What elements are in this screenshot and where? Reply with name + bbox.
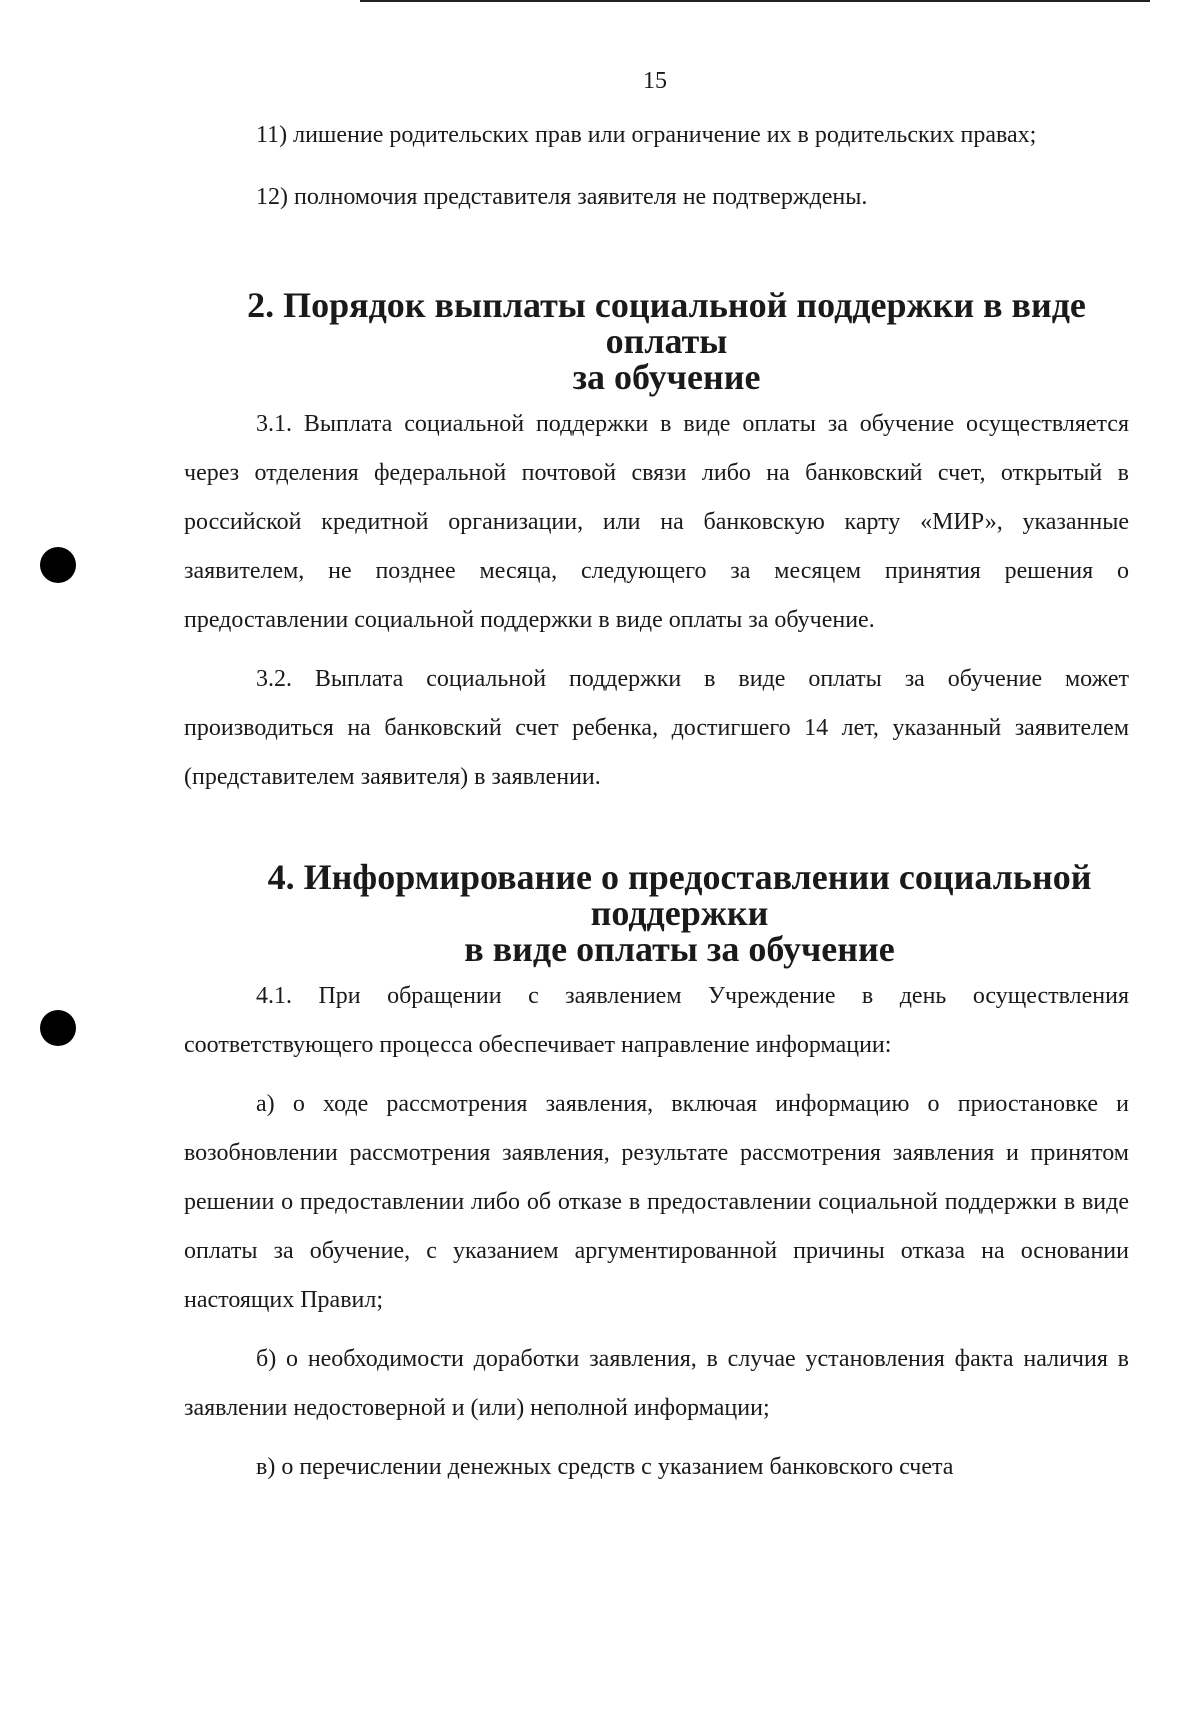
list-item-b: б) о необходимости доработки заявления, в случае установления факта наличия в заявлении недостоверной и (или) неполной информации; <box>184 1346 1129 1421</box>
document-body <box>184 111 1129 1492</box>
section-4-heading-line2: в виде оплаты за обучение <box>464 929 895 969</box>
list-item-v: в) о перечислении денежных средств с указанием банковского счета <box>256 1454 954 1480</box>
top-border-line <box>360 0 1150 2</box>
punch-hole <box>40 547 76 583</box>
punch-hole <box>40 1010 76 1046</box>
section-2-heading-line2: за обучение <box>572 357 761 397</box>
page-number: 15 <box>643 68 667 94</box>
section-4-heading-line1: 4. Информирование о предоставлении социальной поддержки <box>267 857 1092 933</box>
section-2-heading-line1: 2. Порядок выплаты социальной поддержки в виде оплаты <box>247 285 1086 361</box>
paragraph-4-1: 4.1. При обращении с заявлением Учреждение в день осуществления соответствующего процесса обеспечивает направление информации: <box>184 983 1129 1058</box>
section-4-heading <box>184 859 1129 967</box>
list-item-a: а) о ходе рассмотрения заявления, включая информацию о приостановке и возобновлении рассмотрения заявления, результате рассмотрения заявления и принятом решении о предоставлении либо об отказе в предоставлении социальной поддержки в виде оплаты за обучение, с указанием аргументированной причины отказа на основании настоящих Правил; <box>184 1091 1129 1313</box>
paragraph-3-1: 3.1. Выплата социальной поддержки в виде оплаты за обучение осуществляется через отделения федеральной почтовой связи либо на банковский счет, открытый в российской кредитной организации, или на банковскую карту «МИР», указанные заявителем, не позднее месяца, следующего за месяцем принятия решения о предоставлении социальной поддержки в виде оплаты за обучение. <box>184 411 1129 633</box>
paragraph-3-2: 3.2. Выплата социальной поддержки в виде оплаты за обучение может производиться на банковский счет ребенка, достигшего 14 лет, указанный заявителем (представителем заявителя) в заявлении. <box>184 666 1129 790</box>
paragraph-item-11: 11) лишение родительских прав или ограничение их в родительских правах; <box>256 122 1037 148</box>
paragraph-item-12: 12) полномочия представителя заявителя не подтверждены. <box>256 184 868 210</box>
section-2-heading <box>184 287 1129 395</box>
